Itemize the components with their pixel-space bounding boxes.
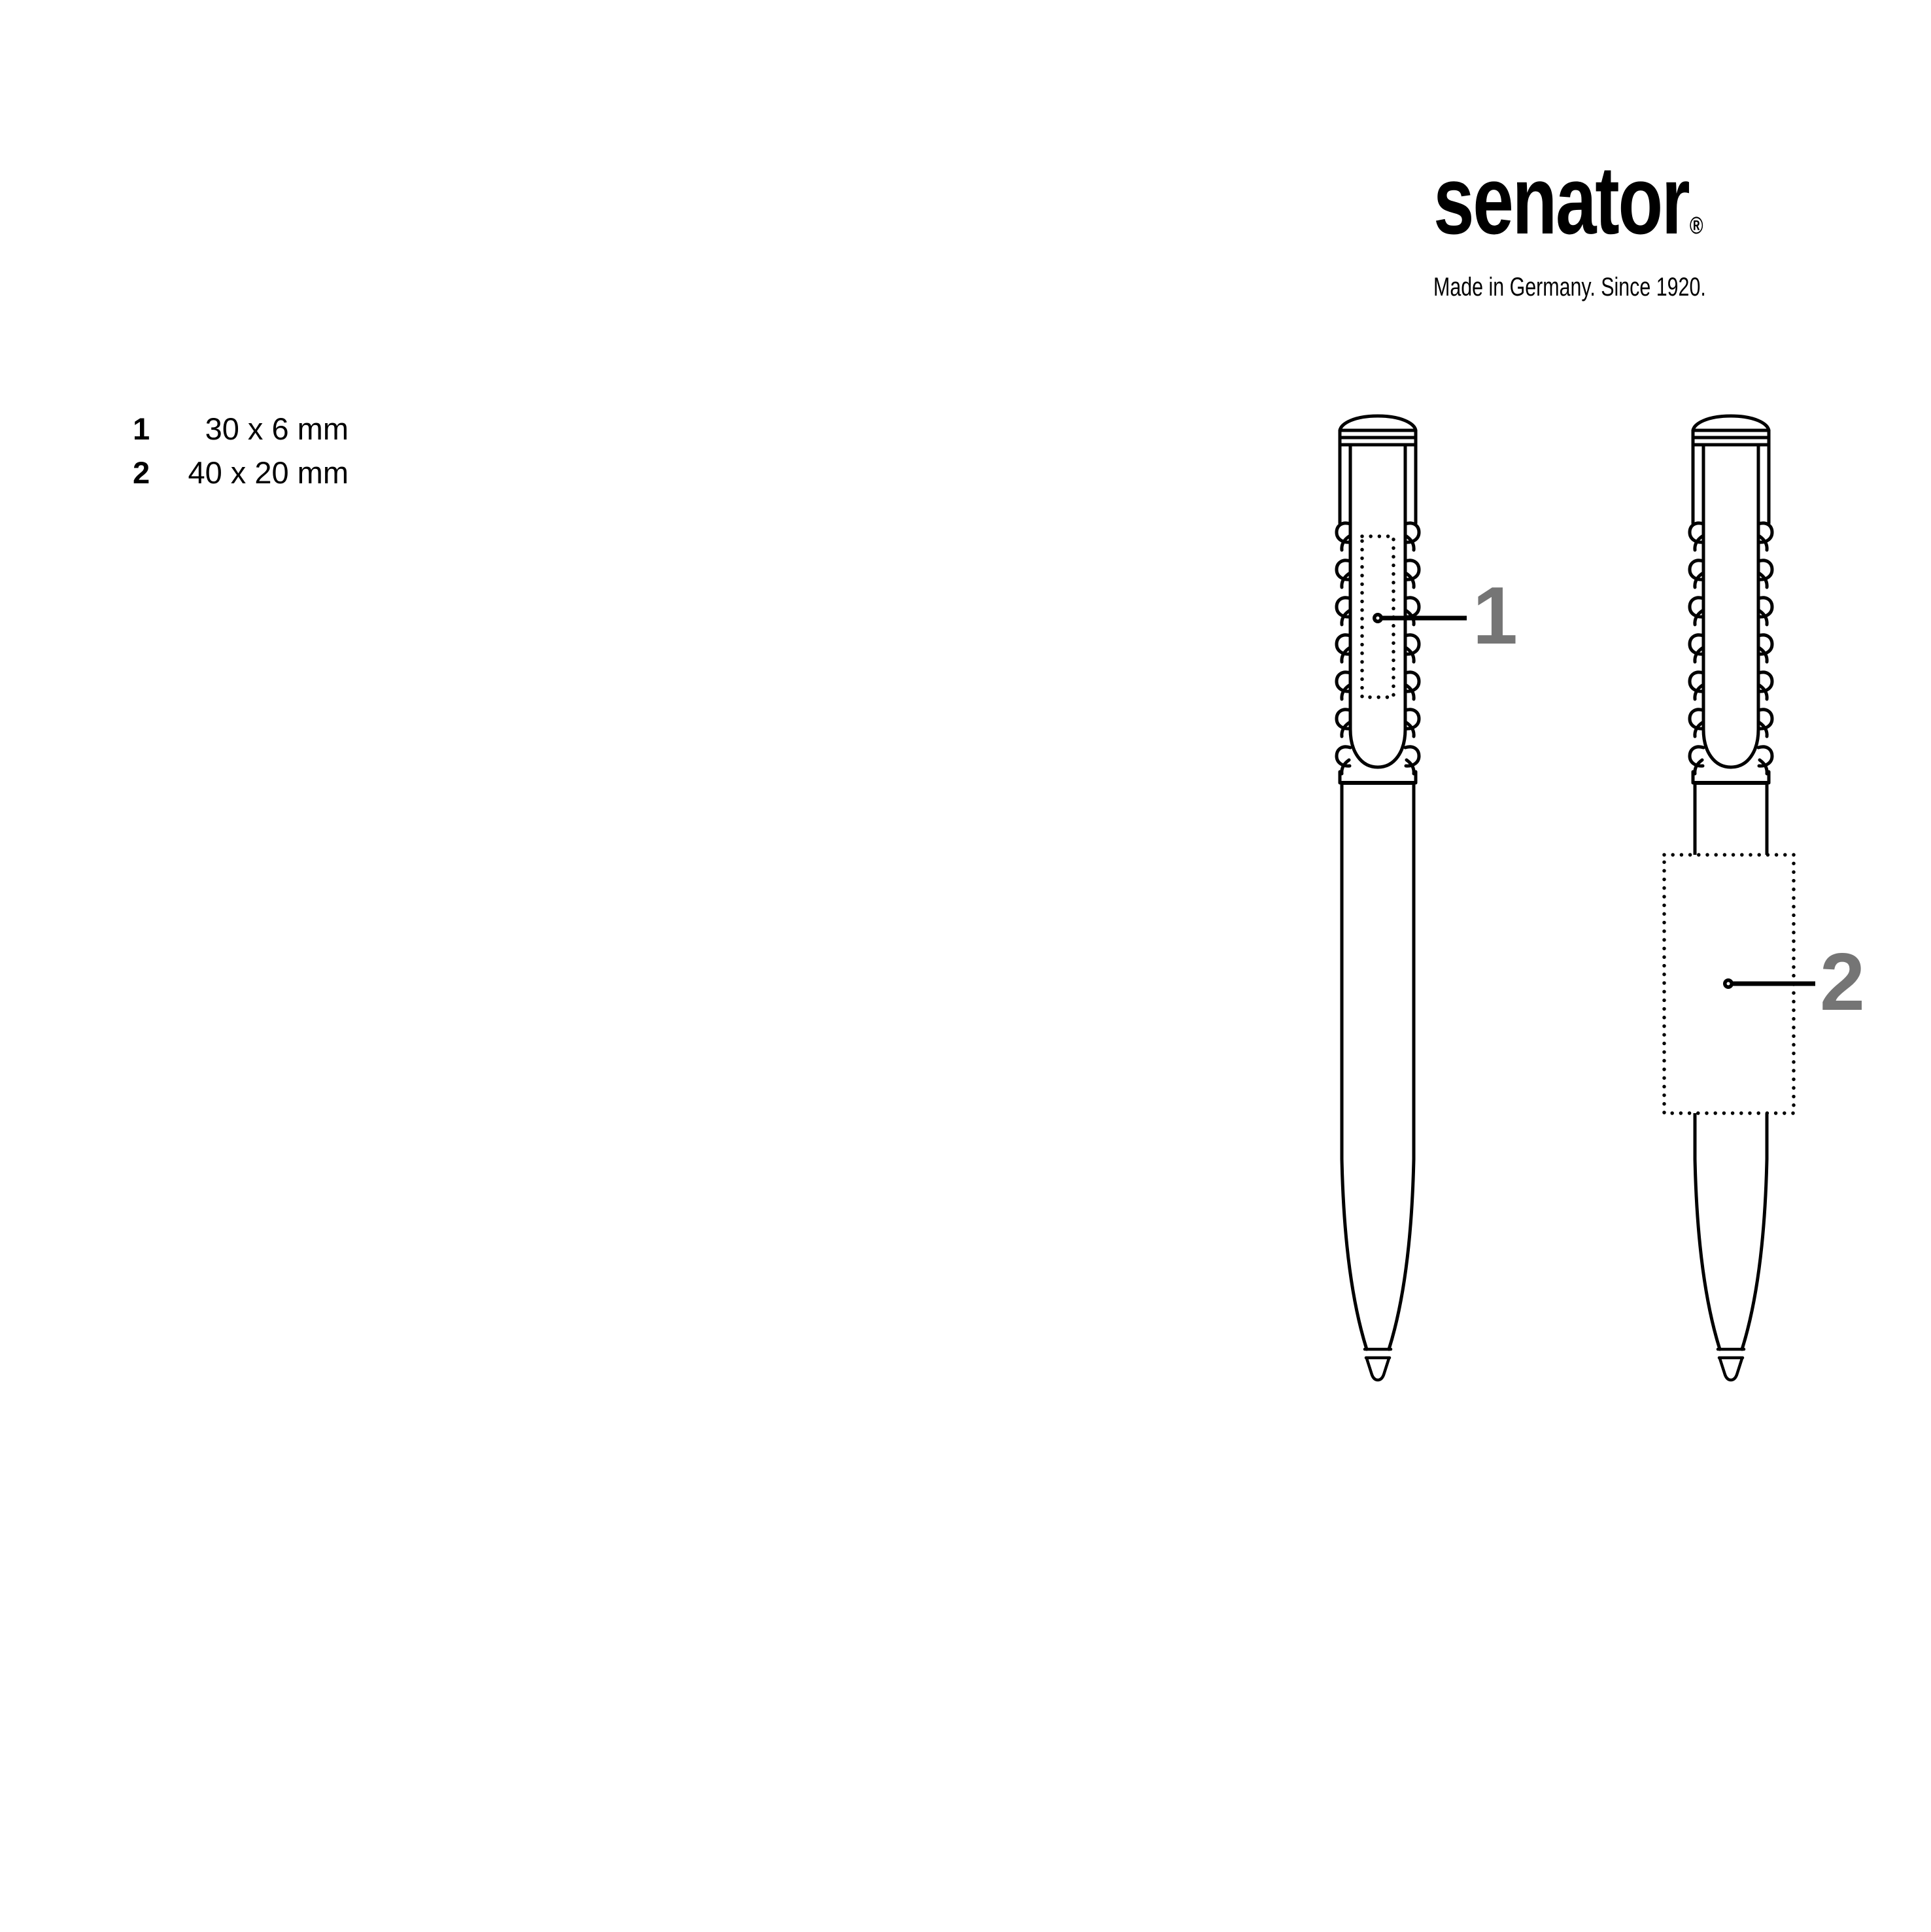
brand-block [1433,147,1706,302]
pen-print-area-figure [1308,392,1929,1413]
callout-2-label: 2 [1820,937,1865,1027]
legend-index-1: 1 [133,411,150,446]
pen-view-1 [1337,416,1518,1380]
callout-1-label: 1 [1473,571,1518,661]
legend-size-1: 30 x 6 mm [205,411,349,446]
registered-trademark-icon: ® [1689,212,1703,239]
logo-line [1433,147,1706,266]
legend-size-2: 40 x 20 mm [188,455,349,490]
pen-view-2 [1664,416,1865,1380]
legend-row [133,411,349,455]
callout-2-dot-center [1727,982,1730,986]
logo-tagline: Made in Germany. Since 1920. [1433,273,1706,302]
callout-1 [1373,571,1518,661]
senator-logo: senator [1433,147,1689,254]
callout-1-dot-center [1376,617,1380,620]
legend-index-2: 2 [133,455,150,490]
legend-row [133,455,349,498]
print-area-legend [133,411,349,498]
